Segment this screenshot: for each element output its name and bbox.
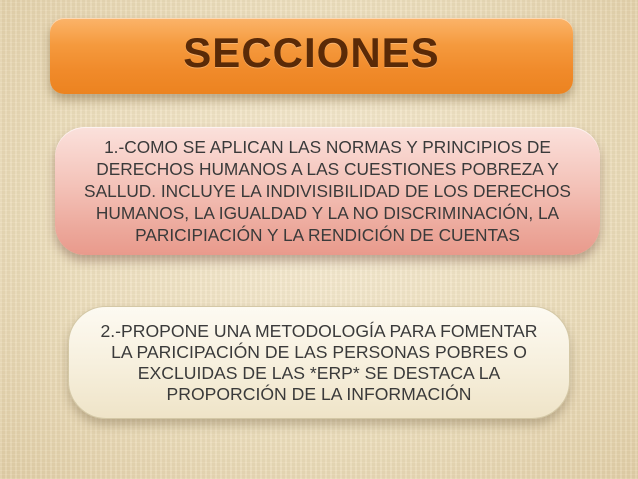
title-banner <box>50 18 573 94</box>
section-1-box <box>55 127 600 255</box>
section-2-box <box>68 306 570 419</box>
slide-title: SECCIONES <box>183 29 440 76</box>
section-1-text: 1.-COMO SE APLICAN LAS NORMAS Y PRINCIPIOS DE DERECHOS HUMANOS A LAS CUESTIONES POBREZA Y SALLUD. INCLUYE LA INDIVISIBILIDAD DE LOS DERECHOS HUMANOS, LA IGUALDAD Y LA NO DISCRIMINACIÓN, LA PARICIPIACIÓN Y LA RENDICIÓN DE CUENTAS <box>84 137 571 245</box>
section-2-text: 2.-PROPONE UNA METODOLOGÍA PARA FOMENTAR LA PARICIPACIÓN DE LAS PERSONAS POBRES O EXCLUIDAS DE LAS *ERP* SE DESTACA LA PROPORCIÓN DE LA INFORMACIÓN <box>100 320 538 404</box>
